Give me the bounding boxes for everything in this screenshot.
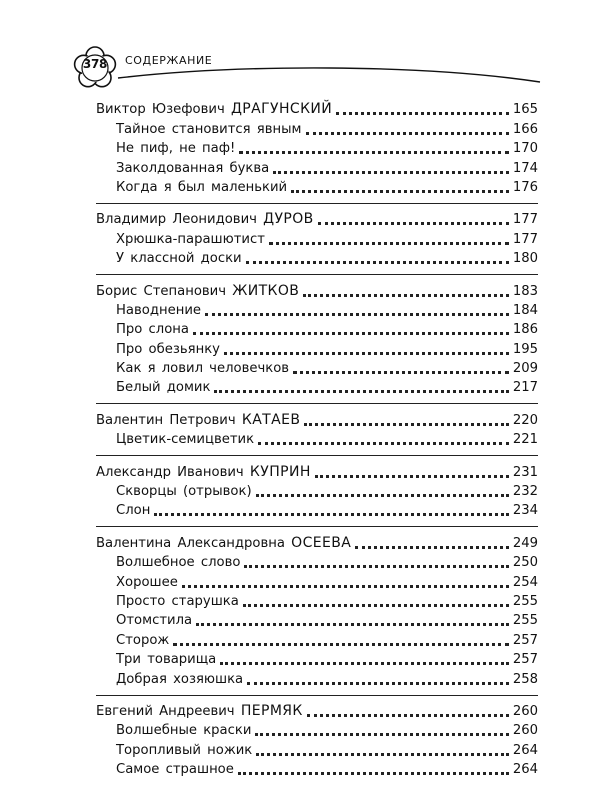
toc-entry-row[interactable] — [96, 630, 538, 649]
entry-page-number: 177 — [512, 231, 538, 247]
author-name: Виктор Юзефович — [96, 102, 225, 118]
entry-page-number: 264 — [512, 742, 538, 758]
toc-entry-row[interactable] — [96, 178, 538, 197]
author-group — [96, 203, 538, 274]
entry-page-number: 255 — [512, 593, 538, 609]
author-group — [96, 403, 538, 455]
dot-leader — [196, 623, 509, 626]
author-label — [96, 282, 299, 301]
author-group — [96, 695, 538, 785]
dot-leader — [220, 662, 509, 665]
entry-page-number: 170 — [512, 141, 538, 157]
toc-entry-row[interactable] — [96, 249, 538, 268]
dot-leader — [306, 132, 510, 135]
toc-author-row[interactable] — [96, 533, 538, 552]
entry-title: Когда я был маленький — [116, 179, 288, 195]
toc-entry-row[interactable] — [96, 301, 538, 320]
author-label — [96, 702, 303, 721]
author-name: Владимир Леонидович — [96, 212, 257, 228]
dot-leader — [273, 171, 509, 174]
toc-entry-row[interactable] — [96, 339, 538, 358]
entry-title: Три товарища — [116, 652, 217, 668]
dot-leader — [193, 332, 509, 335]
header-swoosh-line — [118, 68, 540, 82]
dot-leader — [318, 222, 509, 225]
dot-leader — [182, 585, 509, 588]
entry-title: Про обезьянку — [116, 341, 220, 357]
dot-leader — [154, 513, 509, 516]
entry-page-number: 264 — [512, 762, 538, 778]
dot-leader — [205, 313, 509, 316]
toc-entry-row[interactable] — [96, 430, 538, 449]
dot-leader — [256, 494, 509, 497]
table-of-contents — [96, 98, 538, 785]
author-page-number: 165 — [512, 102, 538, 118]
toc-entry-row[interactable] — [96, 482, 538, 501]
toc-entry-row[interactable] — [96, 139, 538, 158]
page-header — [0, 0, 600, 95]
toc-entry-row[interactable] — [96, 740, 538, 759]
entry-title: Про слона — [116, 322, 189, 338]
toc-author-row[interactable] — [96, 410, 538, 429]
author-surname: ДУРОВ — [263, 211, 314, 228]
dot-leader — [291, 190, 509, 193]
dot-leader — [224, 352, 509, 355]
entry-title: Торопливый ножик — [116, 742, 253, 758]
dot-leader — [307, 714, 509, 717]
author-surname: ПЕРМЯК — [240, 702, 303, 719]
entry-title: Отомстила — [116, 613, 193, 629]
author-page-number: 231 — [512, 464, 538, 480]
entry-title: Тайное становится явным — [116, 121, 302, 137]
entry-title: Волшебное слово — [116, 555, 241, 571]
toc-entry-row[interactable] — [96, 229, 538, 248]
toc-entry-row[interactable] — [96, 320, 538, 339]
entry-page-number: 254 — [512, 574, 538, 590]
author-page-number: 183 — [512, 283, 538, 299]
author-group — [96, 98, 538, 203]
toc-entry-row[interactable] — [96, 611, 538, 630]
toc-entry-row[interactable] — [96, 158, 538, 177]
dot-leader — [304, 423, 509, 426]
entry-page-number: 257 — [512, 632, 538, 648]
entry-title: Скворцы (отрывок) — [116, 484, 252, 500]
dot-leader — [269, 242, 509, 245]
author-label — [96, 100, 332, 119]
dot-leader — [355, 546, 509, 549]
toc-entry-row[interactable] — [96, 119, 538, 138]
entry-page-number: 217 — [512, 380, 538, 396]
dot-leader — [214, 390, 509, 393]
entry-title: Хрюшка-парашютист — [116, 231, 265, 247]
entry-title: Цветик-семицветик — [116, 432, 255, 448]
entry-title: Самое страшное — [116, 762, 234, 778]
toc-author-row[interactable] — [96, 702, 538, 721]
entry-page-number: 250 — [512, 555, 538, 571]
entry-title: Добрая хозяюшка — [116, 671, 244, 687]
entry-page-number: 209 — [512, 361, 538, 377]
toc-entry-row[interactable] — [96, 501, 538, 520]
author-surname: ОСЕЕВА — [291, 534, 352, 551]
toc-entry-row[interactable] — [96, 378, 538, 397]
entry-page-number: 258 — [512, 671, 538, 687]
dot-leader — [255, 733, 509, 736]
dot-leader — [173, 643, 509, 646]
author-page-number: 260 — [512, 703, 538, 719]
entry-title: Хорошее — [116, 574, 178, 590]
dot-leader — [238, 772, 509, 775]
toc-entry-row[interactable] — [96, 760, 538, 779]
author-name: Борис Степанович — [96, 283, 227, 299]
entry-page-number: 234 — [512, 503, 538, 519]
dot-leader — [247, 682, 509, 685]
toc-author-row[interactable] — [96, 210, 538, 229]
toc-entry-row[interactable] — [96, 553, 538, 572]
entry-title: Наводнение — [116, 302, 201, 318]
entry-title: У классной доски — [116, 251, 242, 267]
toc-author-row[interactable] — [96, 281, 538, 300]
entry-title: Сторож — [116, 632, 170, 648]
entry-title: Волшебные краски — [116, 723, 252, 739]
author-label — [96, 534, 351, 553]
author-label — [96, 210, 314, 229]
dot-leader — [244, 565, 509, 568]
header-decoration — [0, 0, 600, 95]
toc-entry-row[interactable] — [96, 650, 538, 669]
entry-page-number: 232 — [512, 484, 538, 500]
entry-title: Белый домик — [116, 380, 211, 396]
entry-page-number: 184 — [512, 302, 538, 318]
toc-entry-row[interactable] — [96, 669, 538, 688]
entry-page-number: 166 — [512, 121, 538, 137]
entry-page-number: 257 — [512, 652, 538, 668]
entry-title: Как я ловил человечков — [116, 361, 290, 377]
author-surname: ЖИТКОВ — [232, 282, 300, 299]
author-name: Валентин Петрович — [96, 412, 236, 428]
author-surname: ДРАГУНСКИЙ — [230, 101, 333, 118]
entry-page-number: 221 — [512, 432, 538, 448]
author-surname: КУПРИН — [249, 463, 311, 480]
entry-title: Слон — [116, 503, 151, 519]
author-name: Евгений Андреевич — [96, 703, 235, 719]
entry-page-number: 255 — [512, 613, 538, 629]
toc-entry-row[interactable] — [96, 572, 538, 591]
author-label — [96, 411, 300, 430]
entry-page-number: 260 — [512, 723, 538, 739]
author-group — [96, 455, 538, 526]
dot-leader — [239, 151, 509, 154]
entry-title: Просто старушка — [116, 593, 239, 609]
toc-author-row[interactable] — [96, 462, 538, 481]
entry-title: Не пиф, не паф! — [116, 141, 236, 157]
entry-page-number: 186 — [512, 322, 538, 338]
section-title: СОДЕРЖАНИЕ — [125, 54, 213, 67]
toc-author-row[interactable] — [96, 100, 538, 119]
dot-leader — [243, 604, 509, 607]
dot-leader — [303, 294, 509, 297]
entry-page-number: 174 — [512, 160, 538, 176]
toc-entry-row[interactable] — [96, 721, 538, 740]
author-surname: КАТАЕВ — [241, 411, 301, 428]
author-label — [96, 463, 311, 482]
entry-title: Заколдованная буква — [116, 160, 270, 176]
author-group — [96, 526, 538, 694]
entry-page-number: 176 — [512, 179, 538, 195]
author-name: Александр Иванович — [96, 464, 244, 480]
dot-leader — [336, 112, 509, 115]
toc-entry-row[interactable] — [96, 359, 538, 378]
toc-entry-row[interactable] — [96, 592, 538, 611]
author-group — [96, 274, 538, 403]
author-page-number: 177 — [512, 212, 538, 228]
author-page-number: 220 — [512, 412, 538, 428]
author-name: Валентина Александровна — [96, 535, 285, 551]
entry-page-number: 180 — [512, 251, 538, 267]
dot-leader — [258, 442, 509, 445]
entry-page-number: 195 — [512, 341, 538, 357]
dot-leader — [256, 753, 509, 756]
dot-leader — [293, 371, 509, 374]
dot-leader — [315, 475, 509, 478]
page-number: 378 — [82, 57, 108, 71]
author-page-number: 249 — [512, 535, 538, 551]
dot-leader — [246, 261, 509, 264]
